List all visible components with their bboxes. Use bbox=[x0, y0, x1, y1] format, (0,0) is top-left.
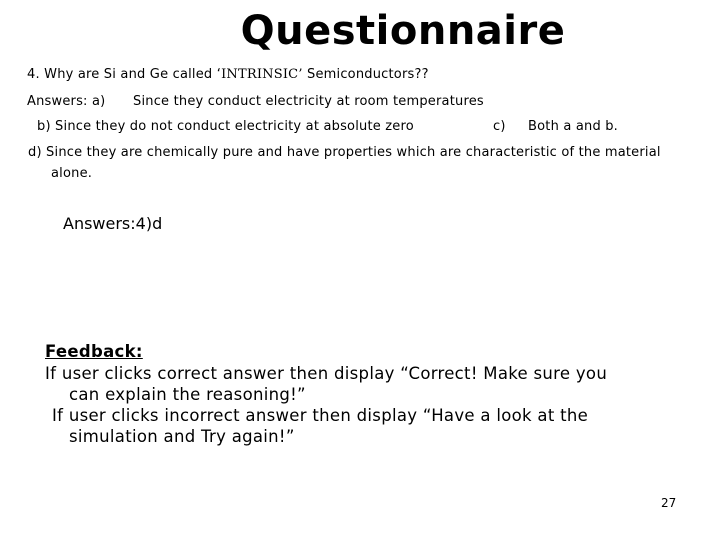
option-d-line1[interactable]: d) Since they are chemically pure and have properties which are characteristic of the material bbox=[28, 145, 661, 160]
page-number: 27 bbox=[661, 496, 677, 510]
feedback-line-1: If user clicks correct answer then display “Correct! Make sure you bbox=[45, 364, 608, 383]
feedback-line-3: If user clicks incorrect answer then display “Have a look at the bbox=[52, 406, 589, 425]
question-prefix: 4. Why are Si and Ge called ‘ bbox=[27, 67, 222, 82]
answers-label: Answers: a) bbox=[27, 94, 106, 109]
correct-answer: Answers:4)d bbox=[63, 214, 163, 233]
question-suffix: Semiconductors?? bbox=[302, 67, 429, 82]
feedback-heading: Feedback: bbox=[45, 342, 143, 361]
slide-title: Questionnaire bbox=[240, 8, 566, 54]
option-a[interactable]: Since they conduct electricity at room temperatures bbox=[133, 94, 484, 109]
option-c-label: c) bbox=[493, 119, 506, 134]
feedback-line-2: can explain the reasoning!” bbox=[69, 385, 306, 404]
question-emphasis: INTRINSIC’ bbox=[221, 67, 303, 82]
option-d-line2[interactable]: alone. bbox=[51, 166, 93, 181]
question-text bbox=[27, 67, 429, 82]
option-b[interactable]: b) Since they do not conduct electricity at absolute zero bbox=[37, 119, 414, 134]
feedback-line-4: simulation and Try again!” bbox=[69, 427, 295, 446]
option-c[interactable]: Both a and b. bbox=[528, 119, 619, 134]
